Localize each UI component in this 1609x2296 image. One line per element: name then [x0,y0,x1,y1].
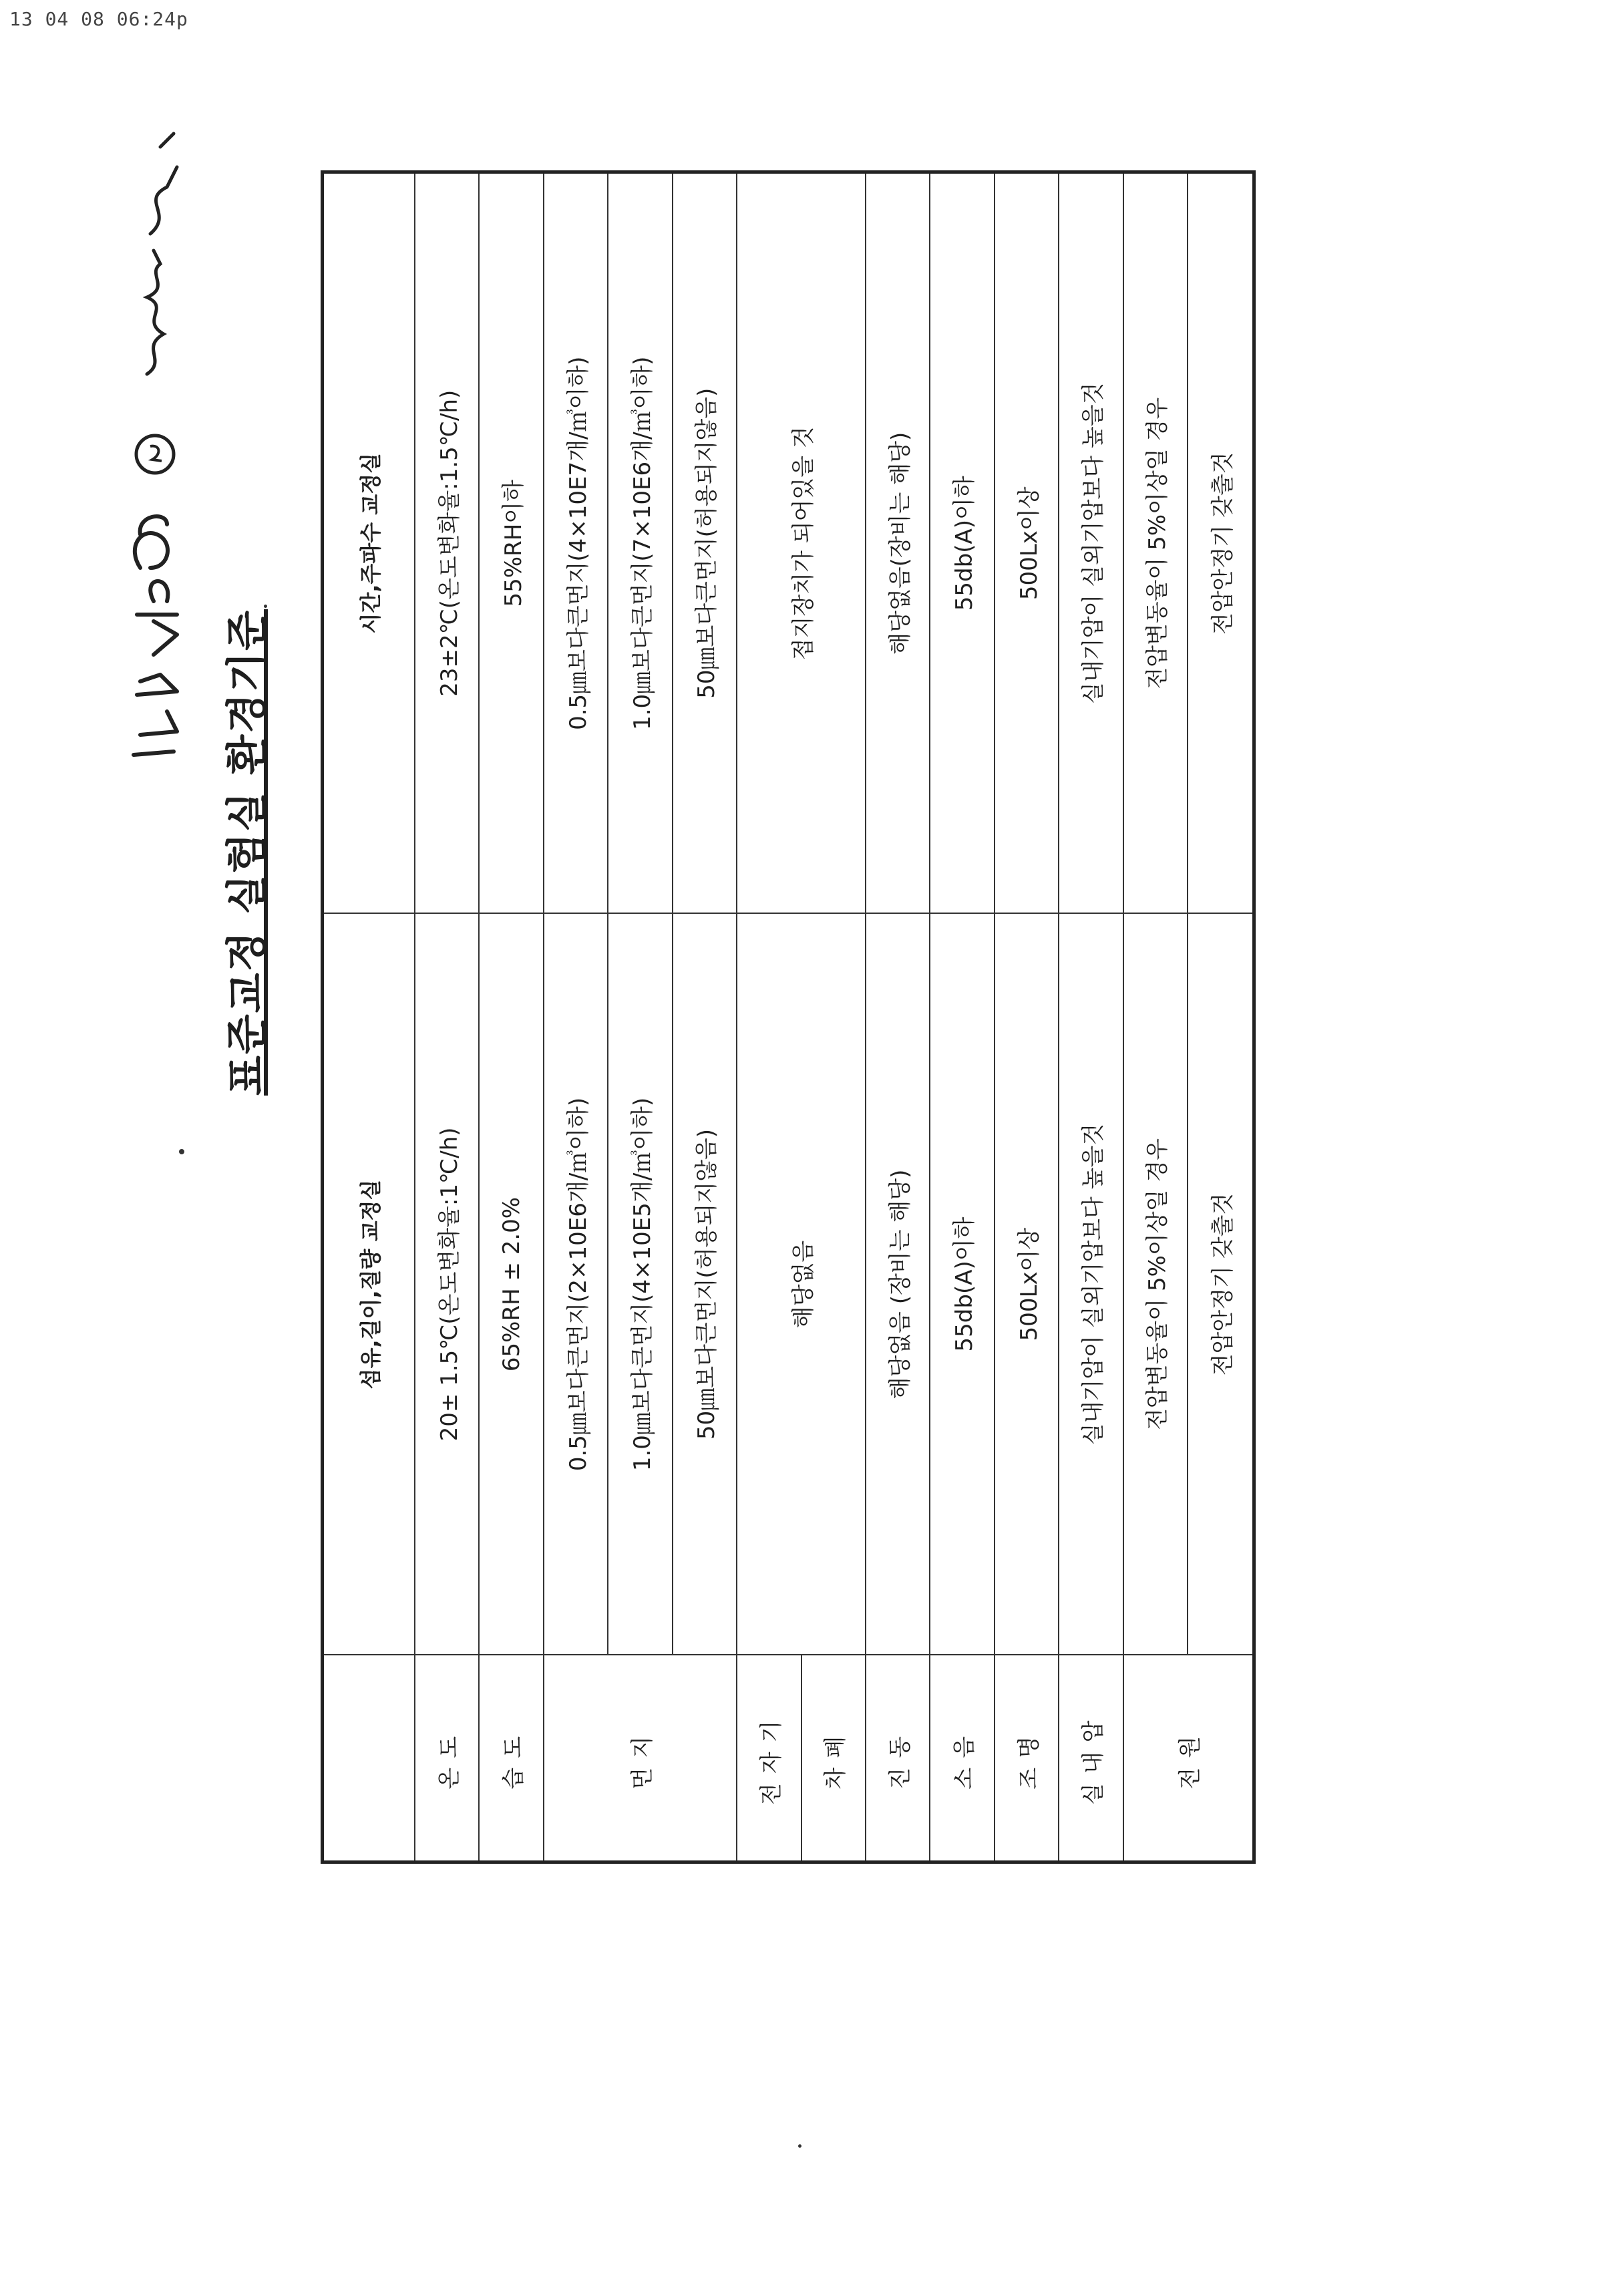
cell-time-frequency: 23±2℃(온도변화율:1.5℃/h) [415,172,479,914]
row-label: 먼지 [544,1655,737,1862]
cell-time-frequency: 전압안정기 갖출것 [1188,172,1254,914]
cell-fiber-length-mass: 전압변동율이 5%이상일 경우 [1123,914,1188,1655]
scan-speck [264,605,267,608]
rotated-document-sheet [53,94,1236,2031]
cell-fiber-length-mass: 500Lx이상 [995,914,1059,1655]
fax-header-timestamp: 13 04 08 06:24p [9,8,188,30]
cell-time-frequency: 500Lx이상 [995,172,1059,914]
row-label: 조명 [995,1655,1059,1862]
cell-time-frequency: 55%RH이하 [479,172,543,914]
table-row [1188,172,1254,1862]
table-row [866,172,930,1862]
cell-fiber-length-mass: 20± 1.5℃(온도변화율:1℃/h) [415,914,479,1655]
table-row [930,172,994,1862]
cell-fiber-length-mass: 해당없음 [737,914,866,1655]
cell-time-frequency: 1.0㎛보다큰먼지(7×10E6개/㎥이하) [608,172,672,914]
table-row [544,172,608,1862]
header-time-frequency-lab: 시간,주파수 교정실 [323,172,415,914]
table-row [995,172,1059,1862]
cell-time-frequency: 실내기압이 실외기압보다 높을것 [1059,172,1123,914]
table-row [1123,172,1188,1862]
cell-fiber-length-mass: 해당없음 (장비는 해당) [866,914,930,1655]
document-title: 표준교정 실험실 환경기준 [222,609,271,1096]
cell-fiber-length-mass: 55db(A)이하 [930,914,994,1655]
header-item [323,1655,415,1862]
table-row [673,172,737,1862]
cell-time-frequency: 전압변동율이 5%이상일 경우 [1123,172,1188,914]
cell-fiber-length-mass: 0.5㎛보다큰먼지(2×10E6개/㎥이하) [544,914,608,1655]
table-row [1059,172,1123,1862]
row-label: 전원 [1123,1655,1254,1862]
table-row [479,172,543,1862]
row-label: 습도 [479,1655,543,1862]
environment-standards-table [321,170,1256,1864]
scan-speck [798,2144,801,2148]
header-fiber-length-mass-lab: 섬유,길이,질량 교정실 [323,914,415,1655]
row-label: 온도 [415,1655,479,1862]
cell-time-frequency: 접지장치가 되어있을 것 [737,172,866,914]
row-label: 실내압 [1059,1655,1123,1862]
table-header-row [323,172,415,1862]
cell-time-frequency: 0.5㎛보다큰먼지(4×10E7개/㎥이하) [544,172,608,914]
table-row [415,172,479,1862]
cell-fiber-length-mass: 1.0㎛보다큰먼지(4×10E5개/㎥이하) [608,914,672,1655]
cell-time-frequency: 해당없음(장비는 해당) [866,172,930,914]
row-label: 소음 [930,1655,994,1862]
cell-fiber-length-mass: 65%RH ± 2.0% [479,914,543,1655]
scan-speck [179,1149,184,1154]
cell-fiber-length-mass: 전압안정기 갖출것 [1188,914,1254,1655]
cell-fiber-length-mass: 실내기압이 실외기압보다 높을것 [1059,914,1123,1655]
cell-time-frequency: 50㎛보다큰먼지(허용되지않음) [673,172,737,914]
cell-time-frequency: 55db(A)이하 [930,172,994,914]
table-row [737,172,801,1862]
row-label: 전자기 [737,1655,801,1862]
cell-fiber-length-mass: 50㎛보다큰먼지(허용되지않음) [673,914,737,1655]
row-label: 진동 [866,1655,930,1862]
row-label: 차폐 [801,1655,866,1862]
table-row [608,172,672,1862]
